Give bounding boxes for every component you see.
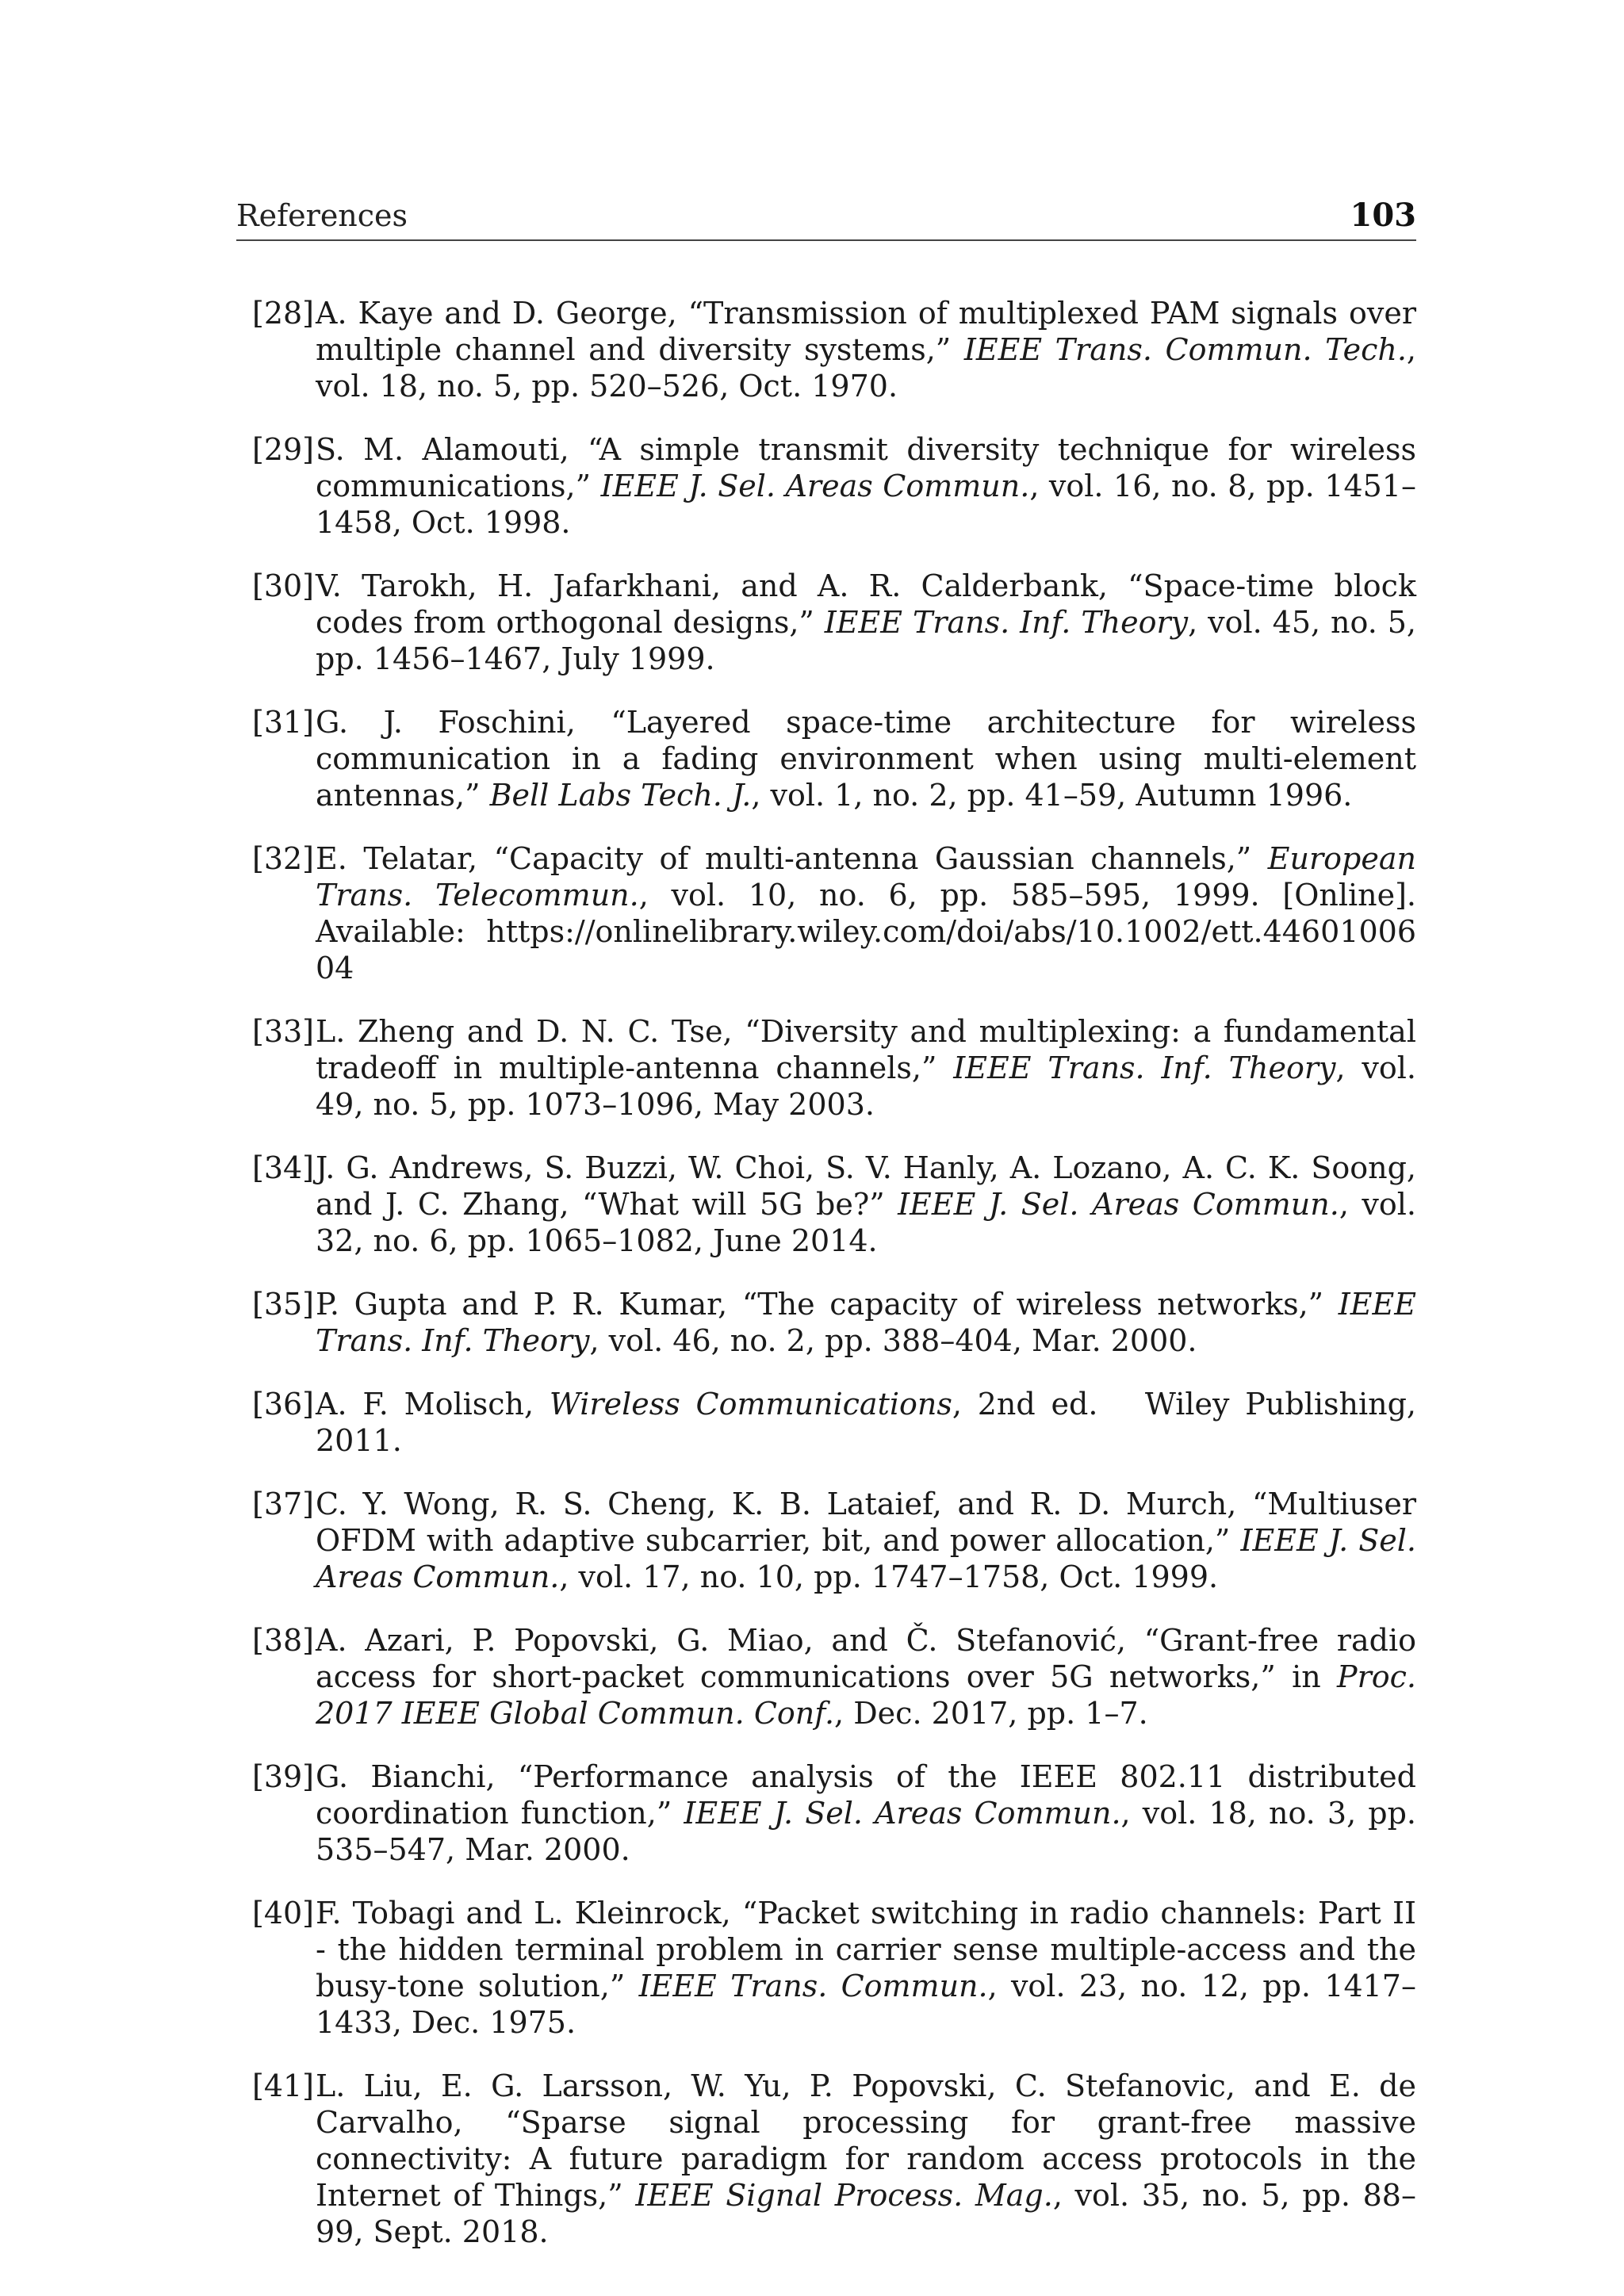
reference-label: [34]: [252, 1150, 315, 1185]
reference-venue: IEEE J. Sel. Areas Commun.: [684, 1796, 1121, 1831]
reference-item: [236, 1150, 1416, 1259]
reference-venue: Proc. 2017 IEEE Global Commun. Conf.: [316, 1659, 1416, 1731]
reference-label: [38]: [252, 1623, 315, 1658]
reference-text: S. M. Alamouti, “A simple transmit diversity technique for wireless communications,”: [316, 432, 1416, 503]
reference-list: [236, 295, 1427, 2277]
reference-label: [41]: [252, 2068, 315, 2103]
reference-item: [236, 295, 1416, 404]
reference-venue: IEEE Trans. Inf. Theory: [316, 1287, 1416, 1358]
reference-details: , vol. 45, no. 5, pp. 1456–1467, July 1999.: [316, 605, 1417, 676]
reference-venue: IEEE Trans. Commun. Tech.: [963, 332, 1407, 367]
reference-venue: IEEE Trans. Inf. Theory: [824, 605, 1189, 640]
reference-details: , vol. 35, no. 5, pp. 88–99, Sept. 2018.: [316, 2178, 1416, 2249]
reference-text: L. Zheng and D. N. C. Tse, “Diversity and multiplexing: a fundamental tradeoff in multiple-antenna channels,”: [316, 1014, 1416, 1085]
running-head: [236, 195, 1416, 241]
reference-text: P. Gupta and P. R. Kumar, “The capacity of wireless networks,”: [316, 1287, 1339, 1322]
reference-text: A. F. Molisch,: [316, 1387, 550, 1422]
reference-item: [236, 1386, 1427, 1459]
reference-details: , vol. 46, no. 2, pp. 388–404, Mar. 2000.: [589, 1323, 1197, 1358]
reference-label: [29]: [252, 432, 315, 467]
reference-label: [33]: [252, 1014, 315, 1049]
reference-details: , vol. 17, no. 10, pp. 1747–1758, Oct. 1999.: [559, 1559, 1219, 1594]
reference-label: [31]: [252, 705, 315, 740]
reference-item: [236, 1013, 1416, 1123]
reference-venue: IEEE Trans. Commun.: [638, 1969, 988, 2003]
reference-item: [236, 2068, 1416, 2250]
reference-text: G. Bianchi, “Performance analysis of the IEEE 802.11 distributed coordination function,”: [316, 1759, 1416, 1831]
reference-text: V. Tarokh, H. Jafarkhani, and A. R. Calderbank, “Space-time block codes from orthogonal designs,”: [316, 568, 1416, 640]
reference-details: , vol. 49, no. 5, pp. 1073–1096, May 2003.: [316, 1050, 1416, 1122]
reference-text: A. Kaye and D. George, “Transmission of multiplexed PAM signals over multiple channel and diversity systems,”: [316, 296, 1416, 367]
reference-text: A. Azari, P. Popovski, G. Miao, and Č. Stefanović, “Grant-free radio access for short-packet communications over 5G networks,” in: [316, 1623, 1416, 1694]
page-number: 103: [1350, 197, 1416, 234]
reference-item: [236, 1895, 1416, 2041]
reference-label: [40]: [252, 1896, 315, 1931]
reference-item: [236, 1286, 1416, 1359]
section-title: References: [236, 198, 408, 233]
reference-label: [32]: [252, 841, 315, 876]
reference-item: [236, 568, 1416, 677]
reference-text: F. Tobagi and L. Kleinrock, “Packet switching in radio channels: Part II - the hidden terminal problem in carrier sense multiple-access and the busy-tone solution,”: [316, 1896, 1416, 2003]
reference-details: , 2nd ed. Wiley Publishing, 2011.: [316, 1387, 1427, 1458]
reference-item: [236, 1758, 1416, 1868]
reference-label: [36]: [252, 1387, 315, 1422]
reference-label: [28]: [252, 296, 315, 331]
reference-item: [236, 431, 1416, 541]
reference-details: , vol. 23, no. 12, pp. 1417–1433, Dec. 1975.: [316, 1969, 1416, 2040]
reference-item: [236, 704, 1416, 813]
reference-details: , vol. 16, no. 8, pp. 1451–1458, Oct. 1998.: [316, 469, 1416, 540]
reference-label: [39]: [252, 1759, 315, 1794]
reference-venue: IEEE Trans. Inf. Theory: [953, 1050, 1336, 1085]
reference-details: , vol. 32, no. 6, pp. 1065–1082, June 2014.: [316, 1187, 1416, 1258]
reference-url-link[interactable]: https://onlinelibrary.wiley.com/doi/abs/10.1002/ett.4460100604: [316, 914, 1416, 985]
reference-label: [35]: [252, 1287, 315, 1322]
reference-venue: IEEE J. Sel. Areas Commun.: [316, 1523, 1416, 1594]
reference-item: [236, 1622, 1416, 1732]
reference-details: , vol. 18, no. 5, pp. 520–526, Oct. 1970.: [316, 332, 1416, 404]
reference-venue: Wireless Communications: [549, 1387, 952, 1422]
reference-venue: IEEE Signal Process. Mag.: [635, 2178, 1053, 2213]
reference-label: [37]: [252, 1487, 315, 1521]
reference-text: E. Telatar, “Capacity of multi-antenna Gaussian channels,”: [316, 841, 1268, 876]
reference-details: , vol. 10, no. 6, pp. 585–595, 1999. [Online]. Available:: [316, 878, 1416, 949]
reference-text: L. Liu, E. G. Larsson, W. Yu, P. Popovski, C. Stefanovic, and E. de Carvalho, “Sparse signal processing for grant-free massive connectivity: A future paradigm for random access protocols in the Internet of Things,”: [316, 2068, 1416, 2213]
reference-venue: Bell Labs Tech. J.: [489, 778, 752, 813]
reference-item: [236, 840, 1416, 986]
reference-details: , vol. 18, no. 3, pp. 535–547, Mar. 2000.: [316, 1796, 1416, 1867]
reference-details: , vol. 1, no. 2, pp. 41–59, Autumn 1996.: [751, 778, 1353, 813]
reference-item: [236, 1486, 1416, 1595]
reference-text: C. Y. Wong, R. S. Cheng, K. B. Lataief, and R. D. Murch, “Multiuser OFDM with adaptive subcarrier, bit, and power allocation,”: [316, 1487, 1416, 1558]
reference-venue: IEEE J. Sel. Areas Commun.: [898, 1187, 1339, 1222]
reference-venue: IEEE J. Sel. Areas Commun.: [600, 469, 1030, 503]
reference-label: [30]: [252, 568, 315, 603]
reference-text: J. G. Andrews, S. Buzzi, W. Choi, S. V. Hanly, A. Lozano, A. C. K. Soong, and J. C. Zhang, “What will 5G be?”: [316, 1150, 1416, 1222]
reference-details: , Dec. 2017, pp. 1–7.: [834, 1696, 1148, 1731]
reference-text: G. J. Foschini, “Layered space-time architecture for wireless communication in a fading environment when using multi-element antennas,”: [316, 705, 1416, 813]
reference-venue: European Trans. Telecommun.: [316, 841, 1416, 913]
